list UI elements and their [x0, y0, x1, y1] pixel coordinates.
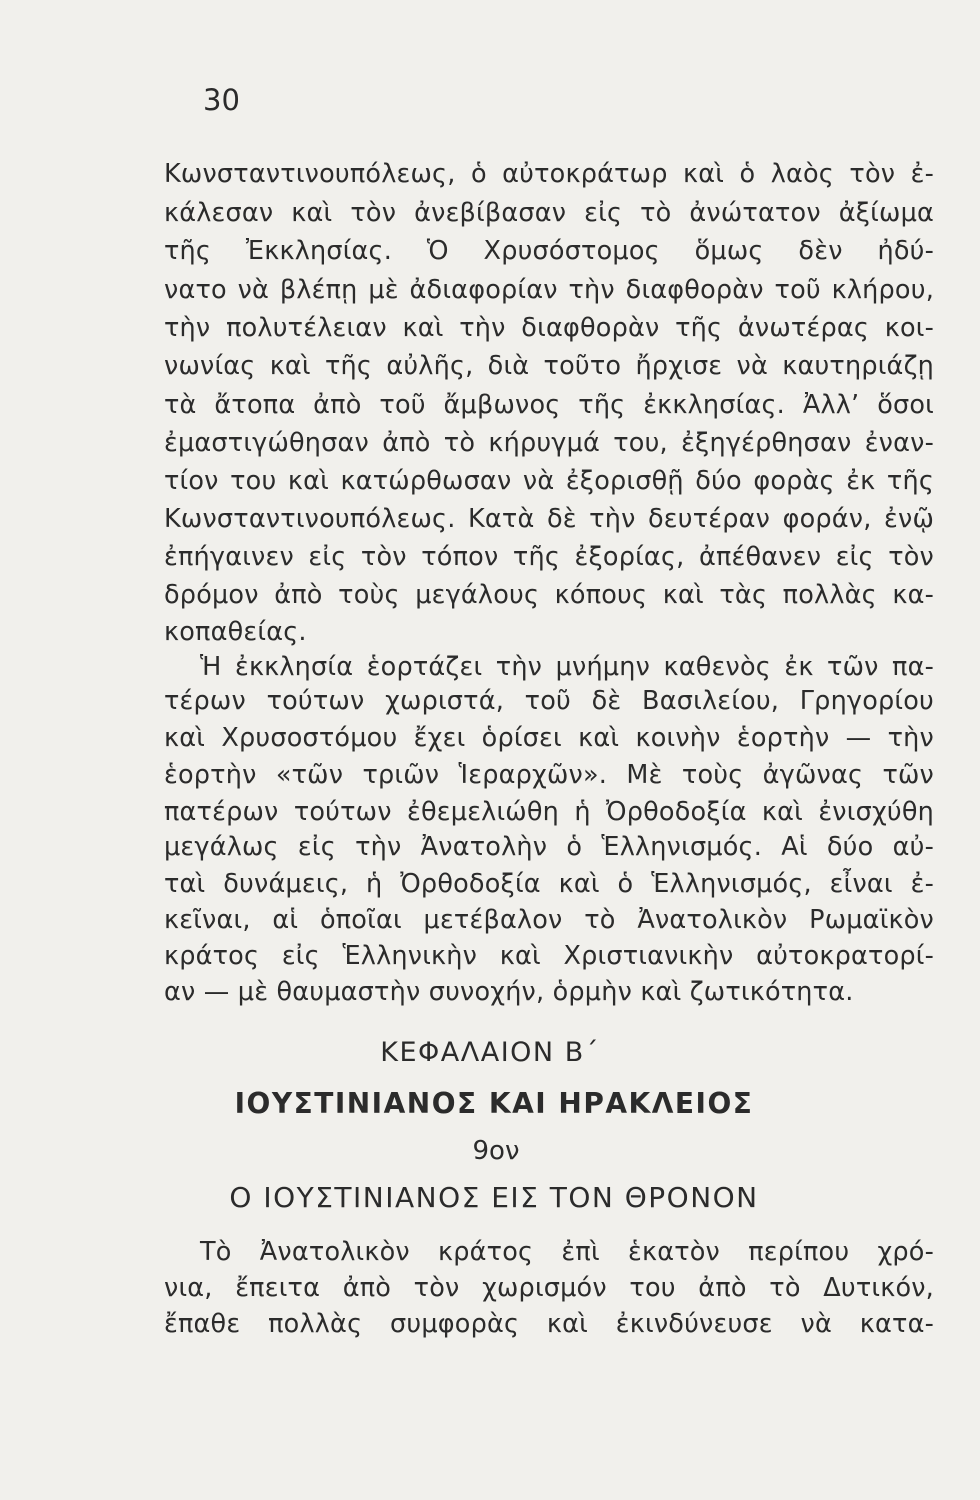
text-line: Τὸ Ἀνατολικὸν κράτος ἐπὶ ἑκατὸν περίπου χρό- — [200, 1237, 934, 1267]
text-line: ταὶ δυνάμεις, ἡ Ὀρθοδοξία καὶ ὁ Ἑλληνισμός, εἶναι ἐ- — [164, 869, 934, 899]
text-line: Κωνσταντινουπόλεως, ὁ αὐτοκράτωρ καὶ ὁ λαὸς τὸν ἐ- — [164, 159, 934, 189]
text-line: καὶ Χρυσοστόμου ἔχει ὁρίσει καὶ κοινὴν ἑορτὴν — τὴν — [164, 723, 934, 753]
text-line: μεγάλως εἰς τὴν Ἀνατολὴν ὁ Ἑλληνισμός. Αἱ δύο αὐ- — [164, 832, 934, 862]
text-line: δρόμον ἀπὸ τοὺς μεγάλους κόπους καὶ τὰς πολλὰς κα- — [164, 580, 934, 610]
text-line: πατέρων τούτων ἐθεμελιώθη ἡ Ὀρθοδοξία καὶ ἐνισχύθη — [164, 797, 934, 827]
text-line: κράτος εἰς Ἑλληνικὴν καὶ Χριστιανικὴν αὐτοκρατορί- — [164, 941, 934, 971]
text-line: τέρων τούτων χωριστά, τοῦ δὲ Βασιλείου, Γρηγορίου — [164, 686, 934, 716]
section-title: Ο ΙΟΥΣΤΙΝΙΑΝΟΣ ΕΙΣ ΤΟΝ ΘΡΟΝΟΝ — [229, 1181, 759, 1214]
chapter-title: ΙΟΥΣΤΙΝΙΑΝΟΣ ΚΑΙ ΗΡΑΚΛΕΙΟΣ — [234, 1087, 754, 1120]
text-line: νατο νὰ βλέπῃ μὲ ἀδιαφορίαν τὴν διαφθορὰν τοῦ κλήρου, — [164, 275, 934, 305]
text-line: αν — μὲ θαυμαστὴν συνοχήν, ὁρμὴν καὶ ζωτικότητα. — [164, 977, 854, 1007]
text-line: νια, ἔπειτα ἀπὸ τὸν χωρισμόν του ἀπὸ τὸ Δυτικόν, — [164, 1273, 934, 1303]
text-line: ἑορτὴν «τῶν τριῶν Ἱεραρχῶν». Μὲ τοὺς ἀγῶνας τῶν — [164, 760, 934, 790]
text-line: νωνίας καὶ τῆς αὐλῆς, διὰ τοῦτο ἤρχισε νὰ καυτηριάζῃ — [164, 351, 934, 381]
text-line: τὴν πολυτέλειαν καὶ τὴν διαφθορὰν τῆς ἀνωτέρας κοι- — [164, 313, 934, 343]
text-line: τίον του καὶ κατώρθωσαν νὰ ἐξορισθῇ δύο φορὰς ἐκ τῆς — [164, 466, 934, 496]
text-line: Κωνσταντινουπόλεως. Κατὰ δὲ τὴν δευτέραν φοράν, ἐνῷ — [164, 504, 934, 534]
text-line: τὰ ἄτοπα ἀπὸ τοῦ ἄμβωνος τῆς ἐκκλησίας. Ἀλλ’ ὅσοι — [164, 390, 934, 420]
page-number: 30 — [203, 83, 240, 117]
text-line: κοπαθείας. — [164, 617, 307, 647]
section-number: 9ον — [472, 1136, 520, 1166]
chapter-label: ΚΕΦΑΛΑΙΟΝ Β΄ — [380, 1037, 600, 1068]
text-line: τῆς Ἐκκλησίας. Ὁ Χρυσόστομος ὅμως δὲν ἠδύ- — [164, 236, 934, 266]
text-line: Ἡ ἐκκλησία ἑορτάζει τὴν μνήμην καθενὸς ἐκ τῶν πα- — [200, 652, 934, 682]
text-line: ἐπήγαινεν εἰς τὸν τόπον τῆς ἐξορίας, ἀπέθανεν εἰς τὸν — [164, 542, 934, 572]
text-line: ἔπαθε πολλὰς συμφορὰς καὶ ἐκινδύνευσε νὰ κατα- — [164, 1309, 934, 1339]
text-line: κάλεσαν καὶ τὸν ἀνεβίβασαν εἰς τὸ ἀνώτατον ἀξίωμα — [164, 198, 934, 228]
text-line: κεῖναι, αἱ ὁποῖαι μετέβαλον τὸ Ἀνατολικὸν Ρωμαϊκὸν — [164, 905, 934, 935]
text-line: ἐμαστιγώθησαν ἀπὸ τὸ κήρυγμά του, ἐξηγέρθησαν ἐναν- — [164, 428, 934, 458]
